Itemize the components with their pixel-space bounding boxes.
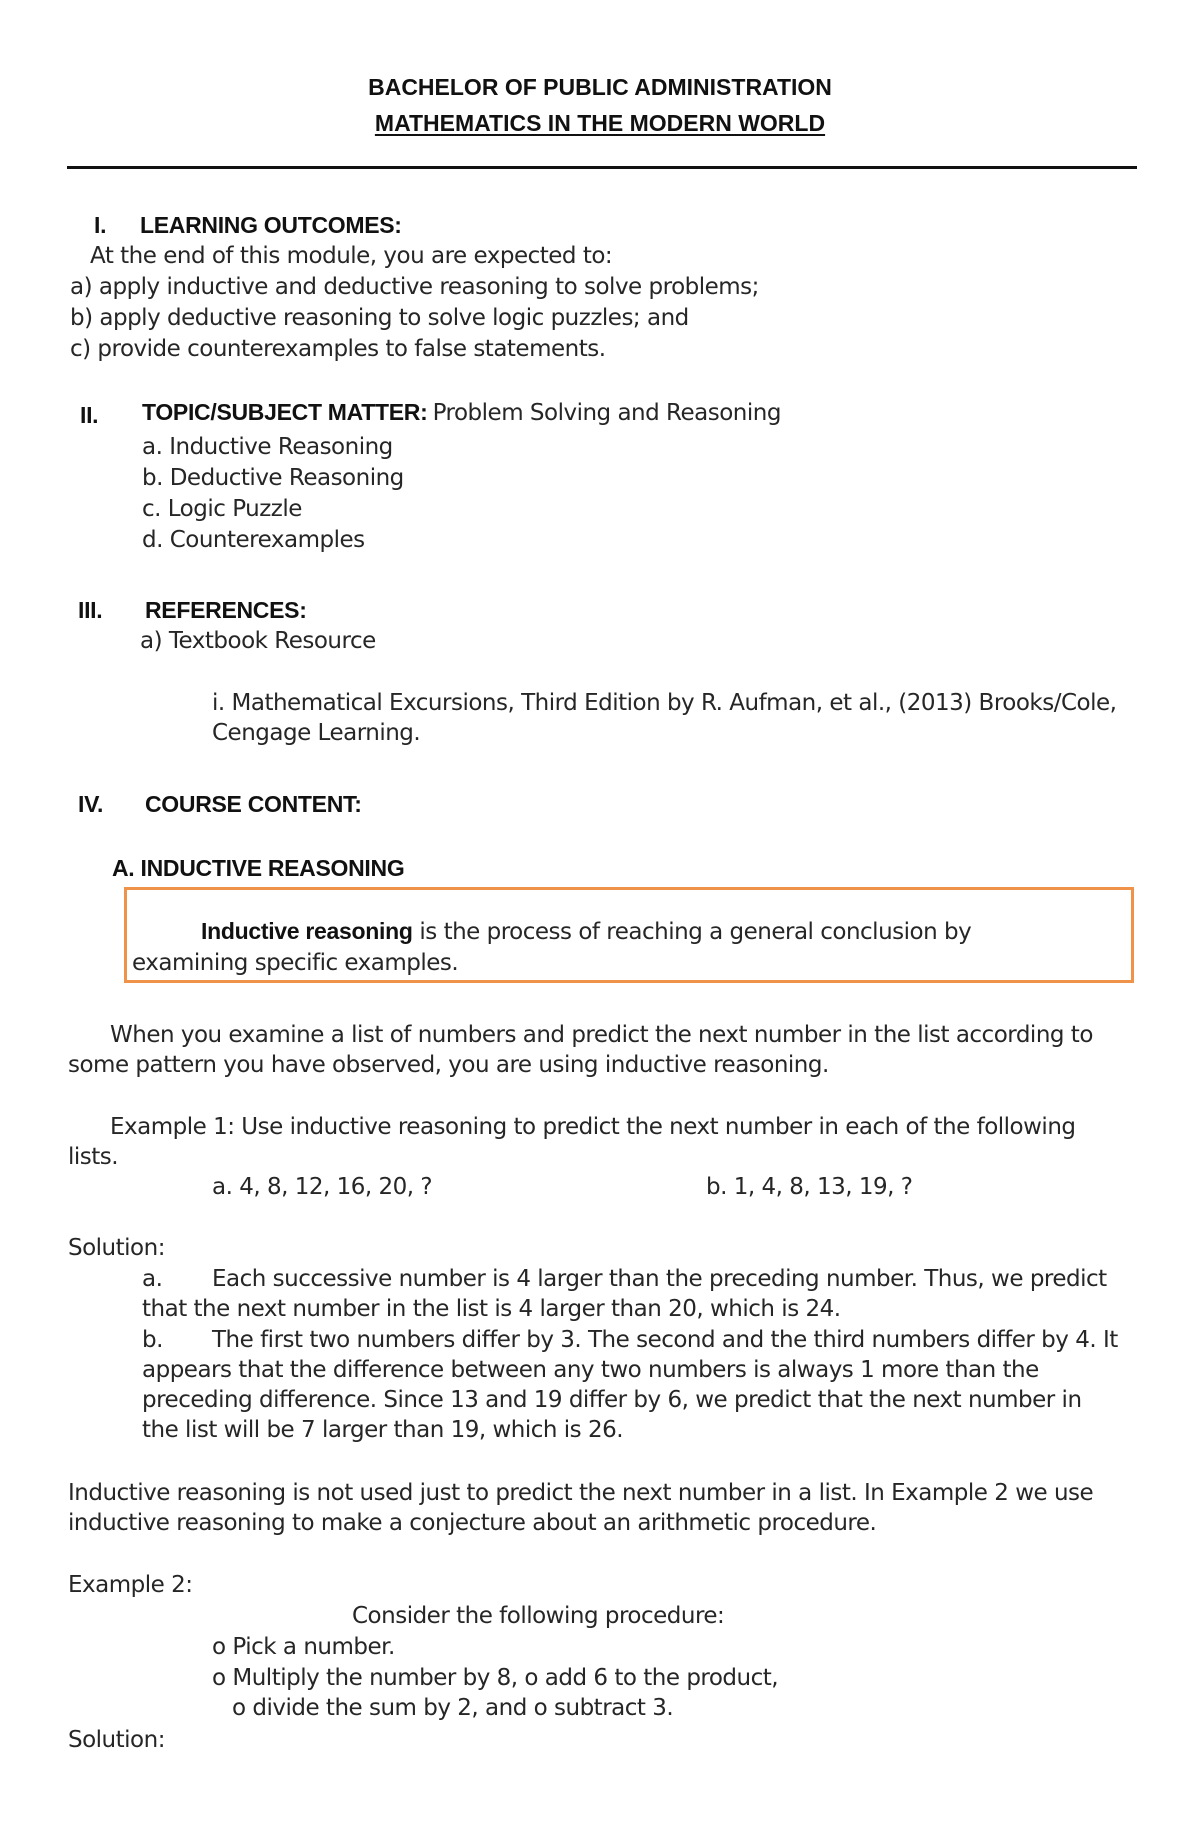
section4-numeral: IV. [78, 791, 104, 817]
paragraph1-line-2: some pattern you have observed, you are using inductive reasoning. [68, 1052, 829, 1078]
reference-item: a) Textbook Resource [140, 628, 376, 654]
reference-line-2: Cengage Learning. [212, 720, 421, 746]
topic-item-d: d. Counterexamples [142, 527, 365, 553]
program-title: BACHELOR OF PUBLIC ADMINISTRATION [368, 74, 832, 100]
course-title [0, 110, 1200, 137]
subsection-title: A. INDUCTIVE REASONING [112, 855, 405, 881]
solution-a-marker: a. [142, 1266, 163, 1292]
solution-label: Solution: [68, 1235, 165, 1261]
topic-item-b: b. Deductive Reasoning [142, 465, 404, 491]
procedure-line-2: o Multiply the number by 8, o add 6 to the product, [212, 1665, 779, 1691]
definition-term: Inductive reasoning [201, 918, 413, 944]
definition-box [124, 887, 1134, 983]
solution2-label: Solution: [68, 1727, 165, 1753]
section3-title: REFERENCES: [145, 597, 307, 623]
solution-a-line-1: Each successive number is 4 larger than the preceding number. Thus, we predict [212, 1266, 1107, 1292]
section2-heading-line [142, 398, 781, 428]
course-title-text: MATHEMATICS IN THE MODERN WORLD [374, 110, 826, 136]
example1-list-b: b. 1, 4, 8, 13, 19, ? [706, 1174, 913, 1200]
outcome-item-a: a) apply inductive and deductive reasoning to solve problems; [70, 274, 759, 300]
procedure-line-3: o divide the sum by 2, and o subtract 3. [232, 1695, 674, 1721]
section1-intro: At the end of this module, you are expected to: [90, 243, 613, 269]
paragraph2-line-2: inductive reasoning to make a conjecture about an arithmetic procedure. [68, 1510, 877, 1536]
solution-b-line-2: appears that the difference between any two numbers is always 1 more than the [142, 1357, 1039, 1383]
paragraph2-line-1: Inductive reasoning is not used just to predict the next number in a list. In Example 2 we use [68, 1480, 1094, 1506]
section2-topic: Problem Solving and Reasoning [432, 400, 781, 426]
solution-b-line-3: preceding difference. Since 13 and 19 differ by 6, we predict that the next number in [142, 1387, 1082, 1413]
definition-line-1 [201, 916, 971, 947]
section3-numeral: III. [78, 597, 103, 623]
example1-list-a: a. 4, 8, 12, 16, 20, ? [212, 1174, 433, 1200]
header-divider [67, 166, 1137, 169]
definition-line-2: examining specific examples. [132, 950, 459, 976]
example1-line-1: Example 1: Use inductive reasoning to predict the next number in each of the following [110, 1114, 1076, 1140]
example1-line-2: lists. [68, 1144, 119, 1170]
section2-title: TOPIC/SUBJECT MATTER: [142, 399, 428, 425]
solution-b-marker: b. [142, 1327, 163, 1353]
procedure-line-1: o Pick a number. [212, 1634, 395, 1660]
paragraph1-line-1: When you examine a list of numbers and predict the next number in the list according to [110, 1022, 1093, 1048]
section1-numeral: I. [94, 212, 107, 238]
definition-rest: is the process of reaching a general conclusion by [412, 919, 972, 945]
section1-title: LEARNING OUTCOMES: [140, 212, 402, 238]
reference-line-1: i. Mathematical Excursions, Third Edition by R. Aufman, et al., (2013) Brooks/Cole, [212, 690, 1117, 716]
solution-a-line-2: that the next number in the list is 4 larger than 20, which is 24. [142, 1296, 841, 1322]
section2-numeral: II. [80, 402, 99, 428]
outcome-item-c: c) provide counterexamples to false statements. [70, 336, 606, 362]
topic-item-c: c. Logic Puzzle [142, 496, 302, 522]
solution-b-line-1: The first two numbers differ by 3. The second and the third numbers differ by 4. It [212, 1327, 1118, 1353]
example2-label: Example 2: [68, 1572, 193, 1598]
section4-title: COURSE CONTENT: [145, 791, 362, 817]
example2-intro: Consider the following procedure: [352, 1603, 725, 1629]
outcome-item-b: b) apply deductive reasoning to solve logic puzzles; and [70, 305, 689, 331]
topic-item-a: a. Inductive Reasoning [142, 434, 393, 460]
solution-b-line-4: the list will be 7 larger than 19, which is 26. [142, 1417, 624, 1443]
